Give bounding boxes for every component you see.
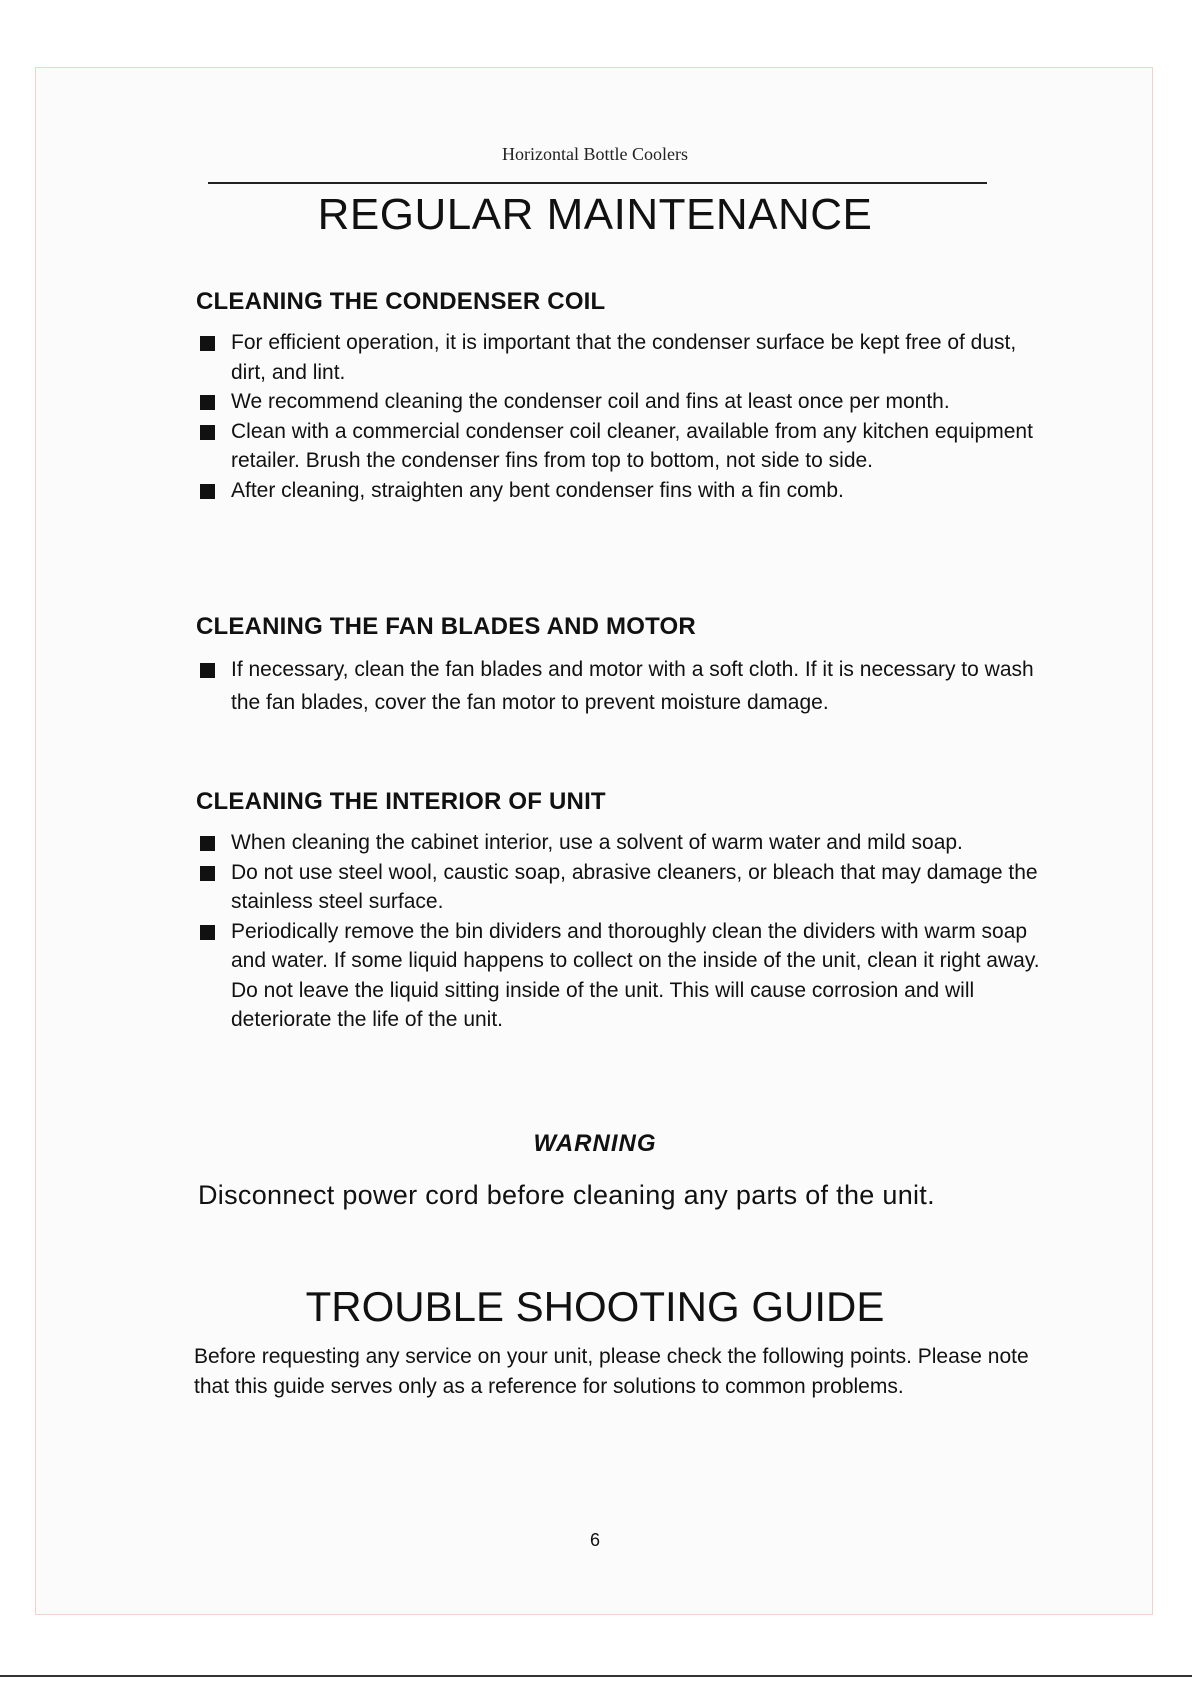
bullet-list <box>196 653 1046 719</box>
document-page <box>35 67 1153 1615</box>
list-item <box>196 476 1046 506</box>
square-bullet-icon <box>200 663 215 678</box>
square-bullet-icon <box>200 866 215 881</box>
bottom-edge-rule <box>0 1675 1192 1677</box>
bullet-text: We recommend cleaning the condenser coil and fins at least once per month. <box>231 390 950 413</box>
section-heading: CLEANING THE CONDENSER COIL <box>196 288 606 315</box>
bullet-text: Clean with a commercial condenser coil cleaner, available from any kitchen equipment retailer. Brush the condenser fins from top to bottom, not side to side. <box>231 419 1033 472</box>
square-bullet-icon <box>200 925 215 940</box>
list-item <box>196 828 1046 858</box>
list-item <box>196 417 1046 476</box>
list-item <box>196 328 1046 387</box>
page-number: 6 <box>589 1530 600 1550</box>
bullet-list <box>196 828 1046 1035</box>
section-heading: CLEANING THE FAN BLADES AND MOTOR <box>196 613 696 640</box>
section-fan-blades <box>196 613 1046 719</box>
warning-text: Disconnect power cord before cleaning any parts of the unit. <box>198 1180 935 1210</box>
list-item <box>196 917 1046 1035</box>
square-bullet-icon <box>200 484 215 499</box>
square-bullet-icon <box>200 336 215 351</box>
warning-title: WARNING <box>533 1130 657 1157</box>
header-rule <box>208 182 987 184</box>
bullet-text: If necessary, clean the fan blades and motor with a soft cloth. If it is necessary to wash the fan blades, cover the fan motor to prevent moisture damage. <box>231 658 1034 714</box>
square-bullet-icon <box>200 836 215 851</box>
list-item <box>196 653 1046 719</box>
page-title: REGULAR MAINTENANCE <box>317 190 873 239</box>
running-header: Horizontal Bottle Coolers <box>502 144 688 164</box>
list-item <box>196 387 1046 417</box>
list-item <box>196 858 1046 917</box>
bullet-text: For efficient operation, it is important that the condenser surface be kept free of dust, dirt, and lint. <box>231 331 1017 384</box>
bullet-text: When cleaning the cabinet interior, use a solvent of warm water and mild soap. <box>231 831 963 854</box>
section-interior <box>196 788 1046 1035</box>
bullet-text: After cleaning, straighten any bent condenser fins with a fin comb. <box>231 478 844 502</box>
bullet-list <box>196 328 1046 505</box>
bullet-text: Periodically remove the bin dividers and thoroughly clean the dividers with warm soap and water. If some liquid happens to collect on the inside of the unit, clean it right away. Do not leave the liquid sitting inside of the unit. This will cause corrosion and will deteriorate the life of the unit. <box>231 919 1040 1031</box>
square-bullet-icon <box>200 395 215 410</box>
section-condenser-coil <box>196 288 1046 505</box>
troubleshooting-title: TROUBLE SHOOTING GUIDE <box>305 1283 885 1330</box>
square-bullet-icon <box>200 425 215 440</box>
bullet-text: Do not use steel wool, caustic soap, abrasive cleaners, or bleach that may damage the stainless steel surface. <box>231 860 1038 913</box>
troubleshooting-intro: Before requesting any service on your unit, please check the following points. Please note that this guide serves only as a reference for solutions to common problems. <box>194 1345 1029 1398</box>
section-heading: CLEANING THE INTERIOR OF UNIT <box>196 788 606 815</box>
